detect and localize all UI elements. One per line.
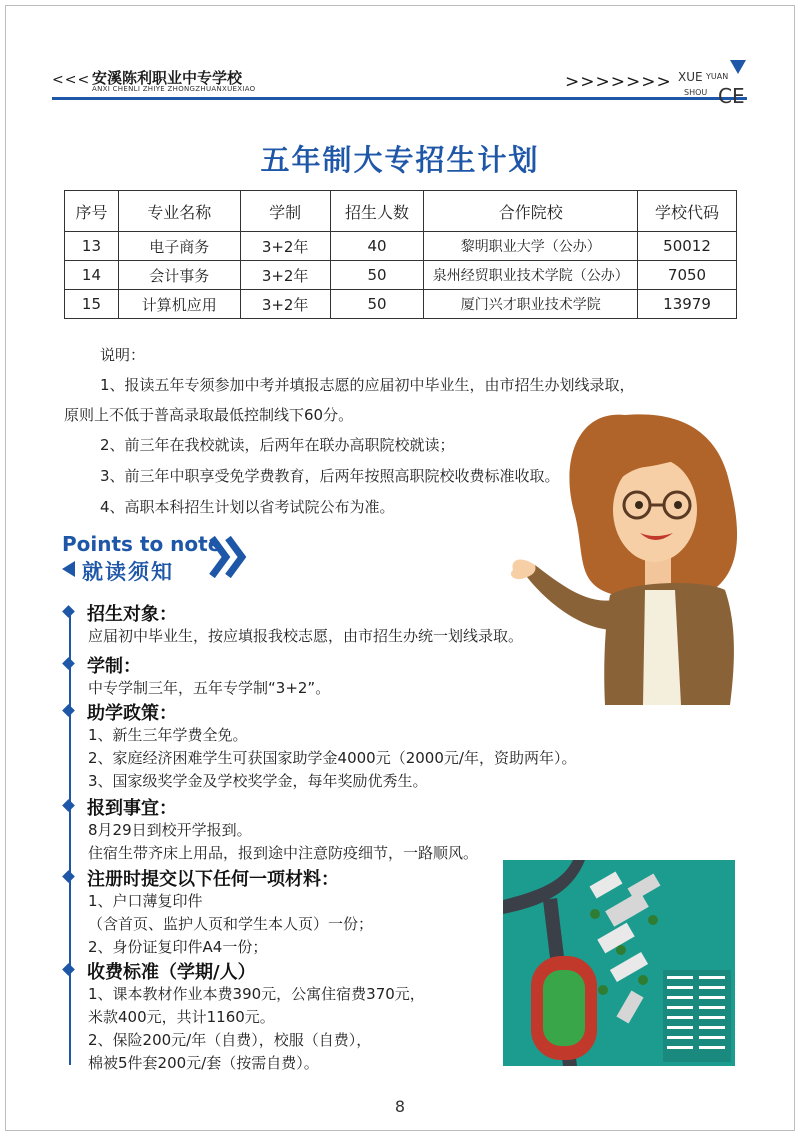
table-cell: 40	[330, 232, 424, 261]
table-cell: 3+2年	[240, 232, 330, 261]
section-line: 2、家庭经济困难学生可获国家助学金4000元（2000元/年，资助两年）。	[88, 749, 577, 767]
table-cell: 14	[65, 261, 119, 290]
table-header-row	[65, 191, 737, 232]
left-triangle-icon	[62, 561, 76, 577]
section-line: 中专学制三年，五年专学制“3+2”。	[88, 679, 331, 697]
page-title: 五年制大专招生计划	[260, 143, 540, 177]
campus-map-illustration	[503, 860, 735, 1066]
col-header: 合作院校	[424, 191, 638, 232]
table-cell: 3+2年	[240, 290, 330, 319]
section-heading: 收费标准（学期/人）	[87, 962, 256, 983]
logo-triangle-icon	[730, 60, 746, 74]
col-header: 序号	[65, 191, 119, 232]
teacher-illustration	[505, 405, 755, 715]
points-to-note-en: Points to note	[62, 532, 222, 556]
note-line: 3、前三年中职享受免学费教育，后两年按照高职院校收费标准收取。	[100, 467, 560, 485]
table-row	[65, 232, 737, 261]
enrollment-table	[64, 190, 737, 319]
table-cell: 黎明职业大学（公办）	[424, 232, 638, 261]
points-to-note-cn: 就读须知	[82, 560, 174, 584]
xueyuan-shouce-logo	[678, 58, 750, 110]
section-line: 1、新生三年学费全免。	[88, 726, 248, 744]
header-right-arrows: >>>>>>>	[565, 72, 672, 92]
table-cell: 13979	[638, 290, 737, 319]
table-cell: 50012	[638, 232, 737, 261]
section-heading: 招生对象：	[87, 604, 177, 625]
section-line: 应届初中毕业生，按应填报我校志愿，由市招生办统一划线录取。	[88, 627, 524, 645]
table-cell: 15	[65, 290, 119, 319]
section-line: 棉被5件套200元/套（按需自费）。	[88, 1054, 319, 1072]
table-cell: 7050	[638, 261, 737, 290]
section-line: 米款400元，共计1160元。	[88, 1008, 275, 1026]
table-cell: 13	[65, 232, 119, 261]
section-line: 3、国家级奖学金及学校奖学金，每年奖励优秀生。	[88, 772, 428, 790]
table-cell: 3+2年	[240, 261, 330, 290]
logo-ce: CE	[718, 84, 745, 108]
timeline-line	[69, 610, 71, 1065]
note-line: 1、报读五年专须参加中考并填报志愿的应届初中毕业生，由市招生办划线录取，	[100, 376, 635, 394]
logo-xue: XUE	[678, 70, 703, 84]
table-row	[65, 261, 737, 290]
table-cell: 电子商务	[118, 232, 240, 261]
page-number: 8	[394, 1097, 406, 1116]
section-line: 8月29日到校开学报到。	[88, 821, 252, 839]
col-header: 学校代码	[638, 191, 737, 232]
col-header: 专业名称	[118, 191, 240, 232]
section-line: 2、身份证复印件A4一份；	[88, 938, 268, 956]
section-line: 2、保险200元/年（自费），校服（自费），	[88, 1031, 372, 1049]
table-cell: 会计事务	[118, 261, 240, 290]
col-header: 招生人数	[330, 191, 424, 232]
section-line: 住宿生带齐床上用品，报到途中注意防疫细节，一路顺风。	[88, 844, 479, 862]
section-heading: 学制：	[87, 656, 141, 677]
section-line: （含首页、监护人页和学生本人页）一份；	[88, 915, 374, 933]
notes-heading: 说明：	[100, 346, 146, 364]
table-cell: 50	[330, 261, 424, 290]
note-line: 原则上不低于普高录取最低控制线下60分。	[64, 406, 354, 424]
table-row	[65, 290, 737, 319]
section-heading: 助学政策：	[87, 703, 177, 724]
header-left-arrows: <<<	[52, 72, 91, 88]
table-cell: 厦门兴才职业技术学院	[424, 290, 638, 319]
section-line: 1、课本教材作业本费390元，公寓住宿费370元，	[88, 985, 425, 1003]
table-cell: 50	[330, 290, 424, 319]
section-line: 1、户口薄复印件	[88, 892, 203, 910]
section-heading: 报到事宜：	[87, 798, 177, 819]
logo-yuan: YUAN	[706, 72, 729, 81]
table-cell: 计算机应用	[118, 290, 240, 319]
school-name: 安溪陈利职业中专学校	[92, 69, 243, 87]
note-line: 2、前三年在我校就读，后两年在联办高职院校就读；	[100, 436, 455, 454]
double-chevron-icon	[206, 534, 252, 580]
note-line: 4、高职本科招生计划以省考试院公布为准。	[100, 498, 395, 516]
school-pinyin: ANXI CHENLI ZHIYE ZHONGZHUANXUEXIAO	[92, 85, 256, 93]
logo-shou: SHOU	[684, 88, 708, 97]
col-header: 学制	[240, 191, 330, 232]
header-divider	[52, 97, 747, 100]
table-cell: 泉州经贸职业技术学院（公办）	[424, 261, 638, 290]
section-heading: 注册时提交以下任何一项材料：	[87, 869, 339, 890]
